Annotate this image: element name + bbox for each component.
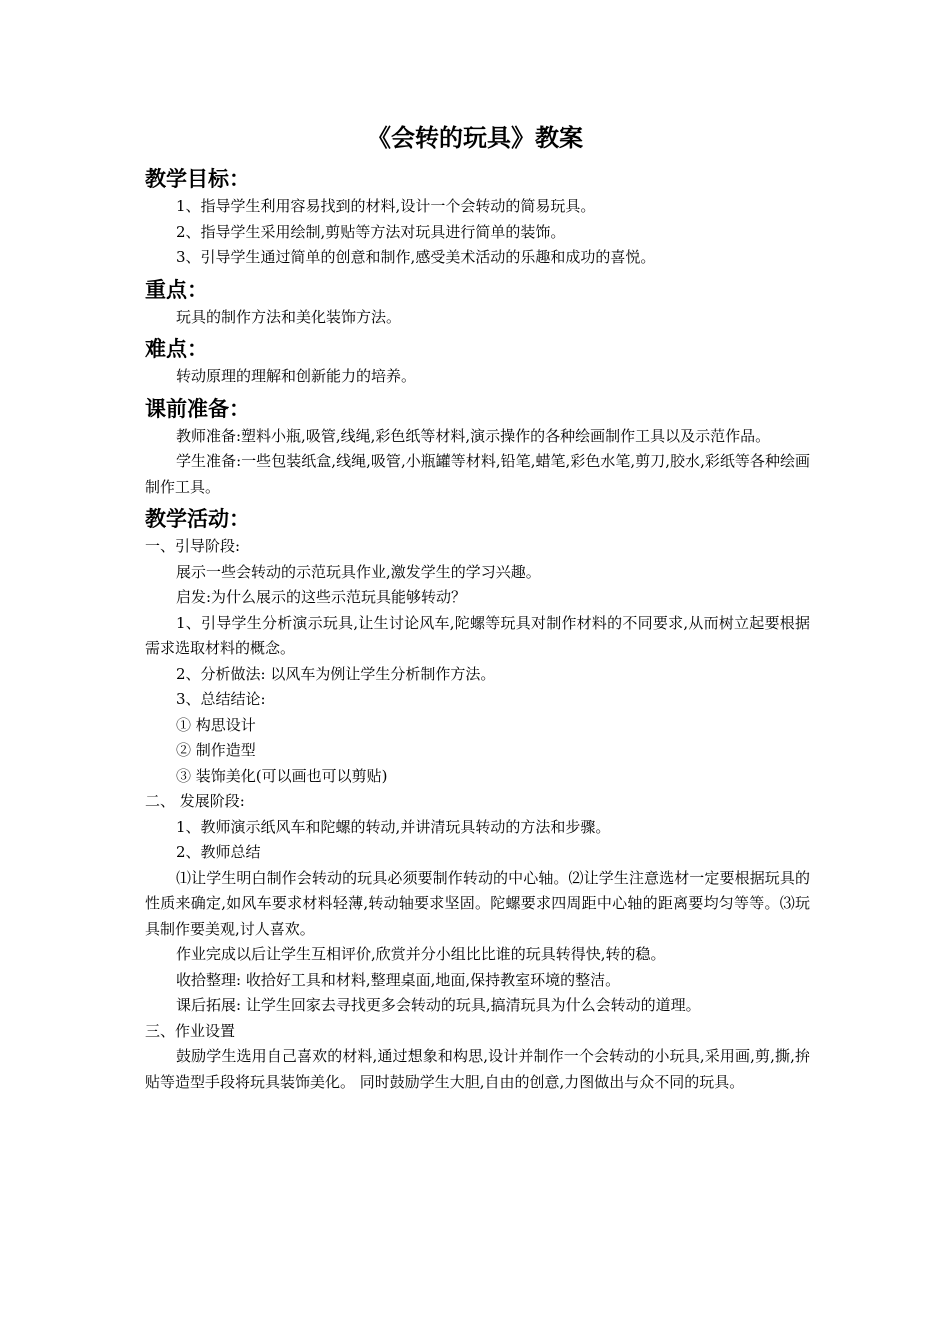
paragraph: 学生准备:一些包装纸盒,线绳,吸管,小瓶罐等材料,铅笔,蜡笔,彩色水笔,剪刀,胶水,彩纸等各种绘画制作工具。 xyxy=(145,452,810,496)
paragraph: ⑴让学生明白制作会转动的玩具必须要制作转动的中心轴。⑵让学生注意选材一定要根据玩具的性质来确定,如风车要求材料轻薄,转动轴要求坚固。陀螺要求四周距中心轴的距离要均匀等等。⑶玩具制作要美观,讨人喜欢。 xyxy=(145,868,810,938)
document-body xyxy=(145,160,810,1095)
heading-objectives: 教学目标： xyxy=(145,167,250,191)
paragraph: 2、教师总结 xyxy=(176,843,261,861)
paragraph: 1、引导学生分析演示玩具,让生讨论风车,陀螺等玩具对制作材料的不同要求,从而树立起要根据需求选取材料的概念。 xyxy=(145,613,810,657)
paragraph: 3、总结结论: xyxy=(176,690,266,708)
paragraph: 收拾整理: 收拾好工具和材料,整理桌面,地面,保持教室环境的整洁。 xyxy=(176,970,621,989)
paragraph: 1、教师演示纸风车和陀螺的转动,并讲清玩具转动的方法和步骤。 xyxy=(176,817,611,836)
paragraph: 作业完成以后让学生互相评价,欣赏并分小组比比谁的玩具转得快,转的稳。 xyxy=(176,945,666,963)
paragraph: 玩具的制作方法和美化装饰方法。 xyxy=(176,307,402,326)
paragraph: 鼓励学生选用自己喜欢的材料,通过想象和构思,设计并制作一个会转动的小玩具,采用画,剪,撕,拚贴等造型手段将玩具装饰美化。 同时鼓励学生大胆,自由的创意,力图做出与众不同的玩具。 xyxy=(145,1047,810,1091)
heading-key-points: 重点： xyxy=(145,277,208,302)
heading-activities: 教学活动： xyxy=(145,507,250,531)
paragraph: 1、指导学生利用容易找到的材料,设计一个会转动的简易玩具。 xyxy=(176,197,596,215)
paragraph: ① 构思设计 xyxy=(176,715,256,734)
paragraph: 启发:为什么展示的这些示范玩具能够转动？ xyxy=(176,588,467,606)
paragraph: ② 制作造型 xyxy=(176,741,256,759)
paragraph: ③ 装饰美化(可以画也可以剪贴) xyxy=(176,766,388,785)
paragraph: 展示一些会转动的示范玩具作业,激发学生的学习兴趣。 xyxy=(176,562,541,581)
paragraph: 2、指导学生采用绘制,剪贴等方法对玩具进行简单的装饰。 xyxy=(176,222,566,241)
stage-heading: 一、引导阶段: xyxy=(145,537,241,555)
page-title: 《会转的玩具》教案 xyxy=(367,124,583,152)
paragraph: 转动原理的理解和创新能力的培养。 xyxy=(176,367,417,385)
heading-preparation: 课前准备： xyxy=(145,396,250,421)
paragraph: 3、引导学生通过简单的创意和制作,感受美术活动的乐趣和成功的喜悦。 xyxy=(176,248,656,266)
stage-heading: 三、作业设置 xyxy=(145,1021,236,1040)
stage-heading: 二、 发展阶段: xyxy=(145,792,245,810)
paragraph: 2、分析做法: 以风车为例让学生分析制作方法。 xyxy=(176,664,496,683)
heading-difficulties: 难点： xyxy=(145,337,208,361)
paragraph: 课后拓展: 让学生回家去寻找更多会转动的玩具,搞清玩具为什么会转动的道理。 xyxy=(176,996,701,1014)
paragraph: 教师准备:塑料小瓶,吸管,线绳,彩色纸等材料,演示操作的各种绘画制作工具以及示范作品。 xyxy=(176,426,771,445)
